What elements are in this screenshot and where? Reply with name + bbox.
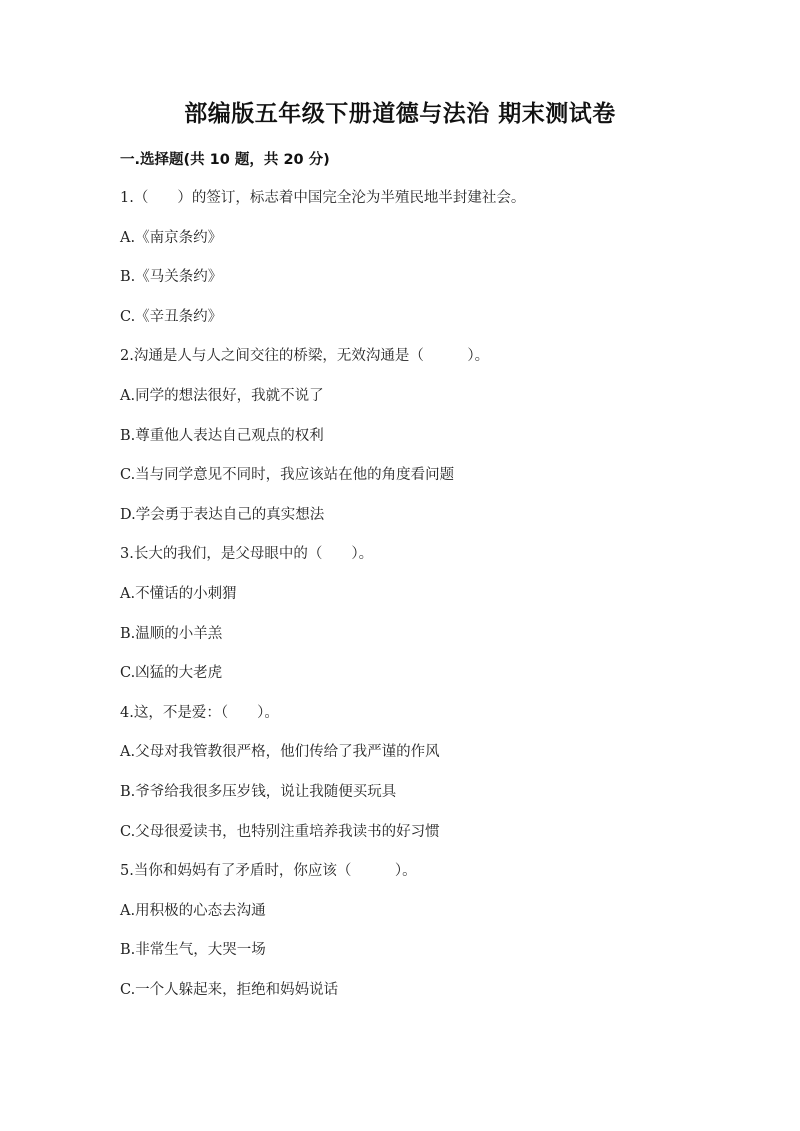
answer-option: A.不懂话的小刺猬: [120, 585, 237, 602]
section-heading: 一.选择题(共 10 题，共 20 分): [120, 152, 330, 168]
page-title: 部编版五年级下册道德与法治 期末测试卷: [184, 101, 616, 127]
answer-option: A.父母对我管教很严格，他们传给了我严谨的作风: [120, 744, 440, 761]
answer-option: D.学会勇于表达自己的真实想法: [120, 506, 325, 523]
question-stem: 4.这，不是爱：（ ）。: [120, 704, 279, 721]
answer-option: B.《马关条约》: [120, 269, 223, 286]
question-list: [120, 188, 720, 1019]
answer-option: B.温顺的小羊羔: [120, 625, 223, 642]
answer-option: B.尊重他人表达自己观点的权利: [120, 427, 324, 444]
answer-option: A.同学的想法很好，我就不说了: [120, 387, 324, 404]
answer-option: B.非常生气，大哭一场: [120, 942, 266, 959]
answer-option: A.《南京条约》: [120, 229, 223, 246]
answer-option: C.《辛丑条约》: [120, 308, 223, 325]
answer-option: C.一个人躲起来，拒绝和妈妈说话: [120, 981, 339, 998]
question-stem: 3.长大的我们，是父母眼中的（ ）。: [120, 546, 374, 563]
answer-option: C.父母很爱读书，也特别注重培养我读书的好习惯: [120, 823, 440, 840]
answer-option: A.用积极的心态去沟通: [120, 902, 266, 919]
answer-option: C.凶猛的大老虎: [120, 665, 223, 682]
question-stem: 2.沟通是人与人之间交往的桥梁，无效沟通是（ ）。: [120, 348, 490, 365]
answer-option: C.当与同学意见不同时，我应该站在他的角度看问题: [120, 467, 455, 484]
question-stem: 5.当你和妈妈有了矛盾时，你应该（ ）。: [120, 863, 417, 880]
question-stem: 1.（ ）的签订，标志着中国完全沦为半殖民地半封建社会。: [120, 190, 526, 206]
answer-option: B.爷爷给我很多压岁钱，说让我随便买玩具: [120, 783, 397, 800]
